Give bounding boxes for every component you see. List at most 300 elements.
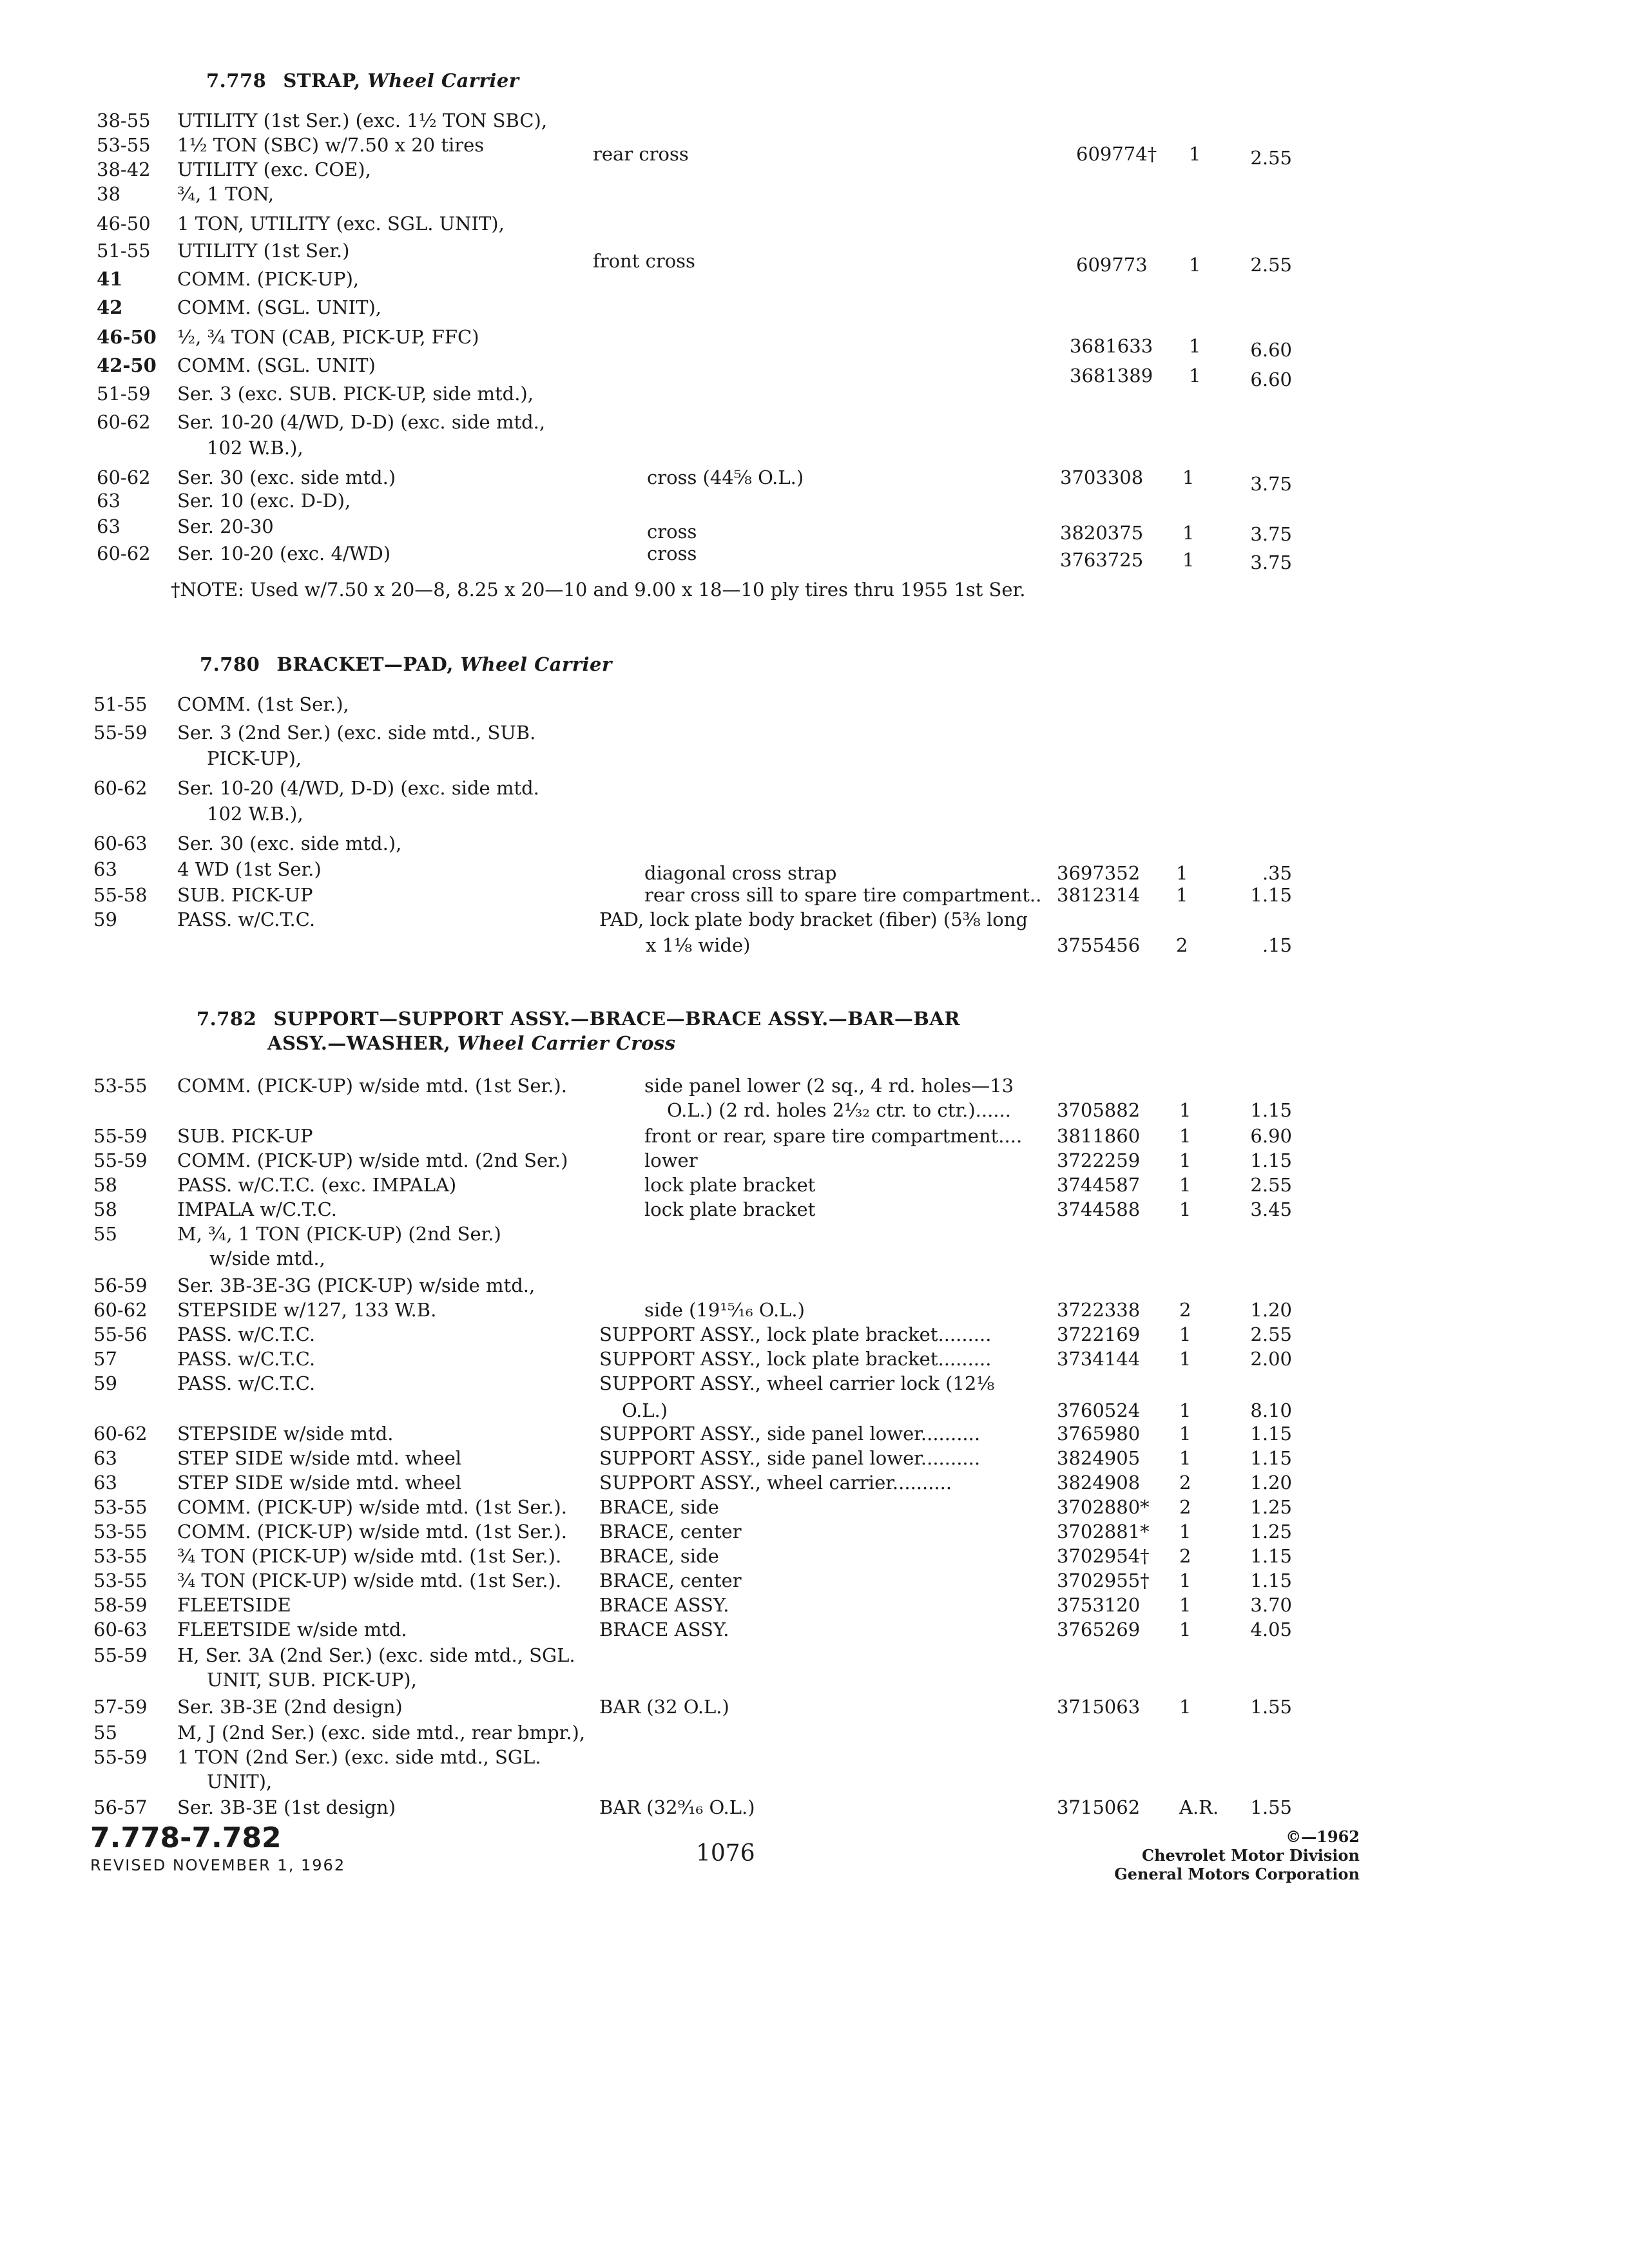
model-cell: w/side mtd.,: [209, 1247, 325, 1269]
price-cell: 2.55: [1250, 147, 1292, 169]
table-row: [0, 1347, 1629, 1372]
table-row: [0, 1720, 1629, 1746]
table-row: [0, 1568, 1629, 1594]
section-subtitle: Wheel Carrier: [367, 70, 519, 91]
table-row: [0, 182, 1629, 207]
table-row: [0, 1421, 1629, 1447]
price-cell: 3.70: [1250, 1594, 1292, 1616]
table-row: [0, 488, 1629, 514]
year-cell: 58-59: [93, 1594, 148, 1616]
model-cell: UNIT),: [207, 1771, 273, 1792]
price-cell: 6.90: [1250, 1125, 1292, 1147]
model-cell: UTILITY (1st Ser.) (exc. 1½ TON SBC),: [177, 110, 548, 131]
year-cell: 38-55: [97, 110, 151, 131]
year-cell: 53-55: [93, 1075, 148, 1097]
section-range: 7.778-7.782: [90, 1821, 282, 1854]
table-row: [0, 157, 1629, 183]
description-cell: cross: [647, 521, 697, 543]
model-cell: COMM. (SGL. UNIT): [177, 354, 376, 376]
model-cell: H, Ser. 3A (2nd Ser.) (exc. side mtd., SGL.: [177, 1644, 575, 1666]
table-row: [0, 267, 1629, 293]
description-cell: BAR (32⁹⁄₁₆ O.L.): [599, 1796, 755, 1818]
quantity-cell: 1: [1189, 365, 1201, 387]
section-name: STRAP,: [283, 70, 361, 91]
table-row: [0, 720, 1629, 746]
table-row: [0, 1246, 1629, 1272]
revision-date: REVISED NOVEMBER 1, 1962: [90, 1856, 346, 1874]
model-cell: 1½ TON (SBC) w/7.50 x 20 tires: [177, 134, 485, 156]
model-cell: COMM. (SGL. UNIT),: [177, 296, 381, 318]
table-row: [0, 1371, 1629, 1397]
model-cell: Ser. 3 (exc. SUB. PICK-UP, side mtd.),: [177, 383, 534, 405]
model-cell: STEPSIDE w/127, 133 W.B.: [177, 1299, 437, 1321]
part-number-cell: 3765980: [1057, 1423, 1141, 1445]
table-row: [0, 831, 1629, 857]
price-cell: 8.10: [1250, 1399, 1292, 1421]
table-row: [0, 410, 1629, 436]
quantity-cell: 2: [1179, 1545, 1191, 1567]
quantity-cell: 1: [1189, 143, 1201, 165]
table-row: [0, 1073, 1629, 1099]
description-cell: SUPPORT ASSY., side panel lower..........: [599, 1423, 981, 1445]
year-cell: 60-62: [97, 543, 151, 564]
model-cell: STEP SIDE w/side mtd. wheel: [177, 1447, 462, 1469]
part-number-cell: 3765269: [1057, 1619, 1141, 1640]
price-cell: 2.55: [1250, 254, 1292, 276]
part-number-cell: 3734144: [1057, 1348, 1141, 1370]
description-cell: BRACE ASSY.: [599, 1594, 729, 1616]
year-cell: 55-58: [93, 884, 148, 906]
model-cell: SUB. PICK-UP: [177, 884, 313, 906]
part-number-cell: 3702881*: [1057, 1521, 1150, 1542]
price-cell: 1.15: [1250, 1423, 1292, 1445]
quantity-cell: 1: [1179, 1348, 1191, 1370]
model-cell: SUB. PICK-UP: [177, 1125, 313, 1147]
quantity-cell: 1: [1179, 1423, 1191, 1445]
part-number-cell: 3703308: [1060, 466, 1144, 488]
year-cell: 46-50: [97, 213, 151, 235]
description-cell: SUPPORT ASSY., lock plate bracket.........: [599, 1323, 992, 1345]
description-cell: SUPPORT ASSY., lock plate bracket.........: [599, 1348, 992, 1370]
quantity-cell: 1: [1179, 1149, 1191, 1171]
year-cell: 59: [93, 1372, 117, 1394]
part-number-cell: 3811860: [1057, 1125, 1141, 1147]
quantity-cell: 1: [1182, 466, 1195, 488]
table-row: [0, 211, 1629, 237]
model-cell: STEPSIDE w/side mtd.: [177, 1423, 394, 1445]
price-cell: .15: [1262, 934, 1292, 956]
part-number-cell: 3820375: [1060, 522, 1144, 544]
table-row: [0, 353, 1629, 390]
model-cell: 102 W.B.),: [207, 437, 304, 459]
year-cell: 55-59: [93, 1125, 148, 1147]
description-cell: lock plate bracket: [644, 1198, 816, 1220]
price-cell: 1.20: [1250, 1472, 1292, 1494]
year-cell: 63: [93, 1472, 117, 1494]
model-cell: IMPALA w/C.T.C.: [177, 1198, 338, 1220]
model-cell: FLEETSIDE: [177, 1594, 291, 1616]
part-number-cell: 3705882: [1057, 1099, 1141, 1121]
table-row: [0, 1197, 1629, 1223]
year-cell: 56-59: [93, 1274, 148, 1296]
price-cell: 1.15: [1250, 1099, 1292, 1121]
section-title-7778: [206, 68, 519, 93]
model-cell: UNIT, SUB. PICK-UP),: [207, 1669, 417, 1691]
model-cell: PASS. w/C.T.C.: [177, 1372, 316, 1394]
table-row: [0, 1298, 1629, 1323]
part-number-cell: 3755456: [1057, 934, 1141, 956]
part-number-cell: 3681633: [1070, 335, 1153, 357]
table-row: [0, 1148, 1629, 1174]
year-cell: 55-59: [93, 1644, 148, 1666]
price-cell: 1.25: [1250, 1521, 1292, 1542]
price-cell: 1.15: [1250, 884, 1292, 906]
description-cell: cross: [647, 543, 697, 564]
quantity-cell: 1: [1179, 1198, 1191, 1220]
description-cell: BRACE ASSY.: [599, 1619, 729, 1640]
table-row: [0, 1769, 1629, 1795]
price-cell: 1.15: [1250, 1149, 1292, 1171]
year-cell: 63: [97, 515, 120, 537]
section-subtitle: Wheel Carrier: [460, 653, 612, 675]
price-cell: 3.75: [1250, 552, 1292, 573]
table-row: [0, 133, 1629, 169]
table-row: [0, 1222, 1629, 1247]
section-name-cont: ASSY.—WASHER,: [267, 1032, 451, 1054]
quantity-cell: 1: [1179, 1174, 1191, 1196]
table-row: [0, 1446, 1629, 1472]
year-cell: 38: [97, 183, 120, 205]
model-cell: ¾ TON (PICK-UP) w/side mtd. (1st Ser.).: [177, 1570, 562, 1591]
model-cell: Ser. 20-30: [177, 515, 274, 537]
part-number-cell: 3744588: [1057, 1198, 1141, 1220]
part-number-cell: 609774†: [1076, 143, 1157, 165]
table-row: [0, 1124, 1629, 1149]
quantity-cell: 2: [1176, 934, 1188, 956]
price-cell: 4.05: [1250, 1619, 1292, 1640]
year-cell: 42-50: [97, 354, 157, 376]
year-cell: 57: [93, 1348, 117, 1370]
year-cell: 58: [93, 1198, 117, 1220]
quantity-cell: 1: [1179, 1099, 1191, 1121]
part-number-cell: 3812314: [1057, 884, 1141, 906]
copyright: ©—1962: [1286, 1827, 1360, 1846]
section-title-7780: [200, 652, 612, 677]
section-number: 7.778: [206, 70, 267, 91]
model-cell: Ser. 10 (exc. D-D),: [177, 490, 351, 512]
quantity-cell: 1: [1179, 1696, 1191, 1718]
table-row: [0, 1398, 1629, 1424]
model-cell: 4 WD (1st Ser.): [177, 858, 322, 880]
year-cell: 41: [97, 268, 123, 290]
division: Chevrolet Motor Division: [1142, 1846, 1360, 1865]
quantity-cell: 1: [1179, 1399, 1191, 1421]
table-row: [0, 381, 1629, 407]
year-cell: 55: [93, 1223, 117, 1245]
model-cell: M, J (2nd Ser.) (exc. side mtd., rear bmpr.),: [177, 1722, 586, 1744]
model-cell: COMM. (PICK-UP) w/side mtd. (1st Ser.).: [177, 1521, 567, 1542]
section-name: SUPPORT—SUPPORT ASSY.—BRACE—BRACE ASSY.—BAR—BAR: [273, 1008, 960, 1030]
part-number-cell: 3744587: [1057, 1174, 1141, 1196]
table-row: [0, 1273, 1629, 1299]
table-row: [0, 1643, 1629, 1669]
table-row: [0, 933, 1629, 959]
table-row: [0, 1495, 1629, 1521]
description-cell: diagonal cross strap: [644, 862, 837, 884]
quantity-cell: 1: [1189, 254, 1201, 276]
table-row: [0, 514, 1629, 545]
description-cell: O.L.) (2 rd. holes 2⅟₃₂ ctr. to ctr.)......: [667, 1099, 1011, 1121]
description-cell: cross (44⅝ O.L.): [647, 466, 804, 488]
description-cell: O.L.): [622, 1399, 668, 1421]
description-cell: BRACE, side: [599, 1545, 719, 1567]
model-cell: COMM. (PICK-UP) w/side mtd. (2nd Ser.): [177, 1149, 568, 1171]
model-cell: M, ¾, 1 TON (PICK-UP) (2nd Ser.): [177, 1223, 501, 1245]
part-number-cell: 3824908: [1057, 1472, 1141, 1494]
table-row: [0, 465, 1629, 495]
description-cell: front or rear, spare tire compartment....: [644, 1125, 1023, 1147]
quantity-cell: 1: [1182, 522, 1195, 544]
part-number-cell: 3763725: [1060, 549, 1144, 571]
description-cell: SUPPORT ASSY., wheel carrier..........: [599, 1472, 952, 1494]
part-number-cell: 609773: [1076, 254, 1148, 276]
model-cell: Ser. 10-20 (exc. 4/WD): [177, 543, 391, 564]
year-cell: 60-62: [93, 1423, 148, 1445]
section-name: BRACKET—PAD,: [276, 653, 454, 675]
model-cell: PASS. w/C.T.C.: [177, 1348, 316, 1370]
year-cell: 53-55: [93, 1496, 148, 1518]
table-row: [0, 746, 1629, 772]
model-cell: Ser. 3B-3E (1st design): [177, 1796, 396, 1818]
table-row: [0, 692, 1629, 718]
part-number-cell: 3715063: [1057, 1696, 1141, 1718]
year-cell: 51-55: [97, 240, 151, 262]
description-cell: BAR (32 O.L.): [599, 1696, 729, 1718]
quantity-cell: 1: [1179, 1323, 1191, 1345]
model-cell: UTILITY (1st Ser.): [177, 240, 350, 262]
description-cell: side (19¹⁵⁄₁₆ O.L.): [644, 1299, 805, 1321]
model-cell: 102 W.B.),: [207, 803, 304, 825]
part-number-cell: 3715062: [1057, 1796, 1141, 1818]
table-row: [0, 1695, 1629, 1720]
table-row: [0, 541, 1629, 573]
year-cell: 53-55: [93, 1570, 148, 1591]
table-row: [0, 238, 1629, 276]
table-row: [0, 1519, 1629, 1545]
price-cell: .35: [1262, 862, 1292, 884]
quantity-cell: 1: [1176, 884, 1188, 906]
quantity-cell: 1: [1179, 1521, 1191, 1542]
part-number-cell: 3681389: [1070, 365, 1153, 387]
price-cell: 2.55: [1250, 1323, 1292, 1345]
model-cell: ¾ TON (PICK-UP) w/side mtd. (1st Ser.).: [177, 1545, 562, 1567]
model-cell: Ser. 3B-3E (2nd design): [177, 1696, 403, 1718]
model-cell: PASS. w/C.T.C.: [177, 908, 316, 930]
table-row: [0, 436, 1629, 461]
part-number-cell: 3760524: [1057, 1399, 1141, 1421]
price-cell: 1.15: [1250, 1545, 1292, 1567]
section-title-7782-line2: [267, 1031, 676, 1055]
quantity-cell: 1: [1179, 1125, 1191, 1147]
year-cell: 63: [97, 490, 120, 512]
table-row: [0, 907, 1629, 933]
year-cell: 53-55: [97, 134, 151, 156]
price-cell: 3.75: [1250, 473, 1292, 495]
description-cell: BRACE, center: [599, 1570, 742, 1591]
description-cell: lock plate bracket: [644, 1174, 816, 1196]
part-number-cell: 3722169: [1057, 1323, 1141, 1345]
table-row: [0, 1322, 1629, 1348]
footer-left: [90, 1822, 345, 1876]
model-cell: Ser. 10-20 (4/WD, D-D) (exc. side mtd.: [177, 777, 539, 799]
page-number: 1076: [696, 1840, 755, 1867]
model-cell: 1 TON, UTILITY (exc. SGL. UNIT),: [177, 213, 505, 235]
description-cell: lower: [644, 1149, 698, 1171]
year-cell: 46-50: [97, 326, 157, 348]
table-row: [0, 295, 1629, 321]
year-cell: 60-63: [93, 1619, 148, 1640]
table-row: [0, 1470, 1629, 1496]
model-cell: COMM. (1st Ser.),: [177, 693, 349, 715]
description-cell: PAD, lock plate body bracket (fiber) (5⅜ long: [599, 908, 1028, 930]
table-row: [0, 1795, 1629, 1821]
year-cell: 60-63: [93, 832, 148, 854]
model-cell: Ser. 3B-3E-3G (PICK-UP) w/side mtd.,: [177, 1274, 535, 1296]
year-cell: 60-62: [97, 411, 151, 433]
year-cell: 60-62: [97, 466, 151, 488]
table-row: [0, 1173, 1629, 1198]
model-cell: COMM. (PICK-UP) w/side mtd. (1st Ser.).: [177, 1075, 567, 1097]
price-cell: 1.15: [1250, 1447, 1292, 1469]
section-subtitle: Wheel Carrier Cross: [457, 1032, 676, 1054]
table-row: [0, 1667, 1629, 1693]
table-row: [0, 857, 1629, 883]
year-cell: 38-42: [97, 159, 151, 180]
model-cell: PASS. w/C.T.C.: [177, 1323, 316, 1345]
year-cell: 55-59: [93, 1149, 148, 1171]
model-cell: COMM. (PICK-UP) w/side mtd. (1st Ser.).: [177, 1496, 567, 1518]
part-number-cell: 3722259: [1057, 1149, 1141, 1171]
quantity-cell: 1: [1179, 1447, 1191, 1469]
section-title-7782: [197, 1006, 960, 1031]
year-cell: 63: [93, 1447, 117, 1469]
part-number-cell: 3702954†: [1057, 1545, 1150, 1567]
footer-right: [1108, 1827, 1360, 1883]
model-cell: Ser. 30 (exc. side mtd.): [177, 466, 396, 488]
table-row: [0, 1593, 1629, 1619]
model-cell: STEP SIDE w/side mtd. wheel: [177, 1472, 462, 1494]
year-cell: 55-56: [93, 1323, 148, 1345]
price-cell: 1.55: [1250, 1796, 1292, 1818]
table-row: [0, 776, 1629, 802]
table-row: [0, 883, 1629, 908]
model-cell: COMM. (PICK-UP),: [177, 268, 360, 290]
model-cell: PICK-UP),: [207, 747, 302, 769]
price-cell: 1.25: [1250, 1496, 1292, 1518]
model-cell: UTILITY (exc. COE),: [177, 159, 371, 180]
quantity-cell: A.R.: [1179, 1796, 1219, 1818]
table-row: [0, 802, 1629, 827]
description-cell: SUPPORT ASSY., side panel lower..........: [599, 1447, 981, 1469]
part-number-cell: 3702880*: [1057, 1496, 1150, 1518]
footnote: †NOTE: Used w/7.50 x 20—8, 8.25 x 20—10 and 9.00 x 18—10 ply tires thru 1955 1st Ser.: [171, 579, 1026, 601]
model-cell: PASS. w/C.T.C. (exc. IMPALA): [177, 1174, 457, 1196]
year-cell: 55: [93, 1722, 117, 1744]
part-number-cell: 3702955†: [1057, 1570, 1150, 1591]
model-cell: ¾, 1 TON,: [177, 183, 275, 205]
year-cell: 55-59: [93, 1746, 148, 1768]
table-row: [0, 1098, 1629, 1124]
price-cell: 3.75: [1250, 523, 1292, 545]
description-cell: SUPPORT ASSY., wheel carrier lock (12⅛: [599, 1372, 995, 1394]
price-cell: 6.60: [1250, 339, 1292, 361]
year-cell: 53-55: [93, 1521, 148, 1542]
quantity-cell: 1: [1179, 1619, 1191, 1640]
quantity-cell: 1: [1182, 549, 1195, 571]
model-cell: Ser. 3 (2nd Ser.) (exc. side mtd., SUB.: [177, 722, 536, 744]
price-cell: 1.20: [1250, 1299, 1292, 1321]
year-cell: 51-55: [93, 693, 148, 715]
quantity-cell: 2: [1179, 1472, 1191, 1494]
description-cell: front cross: [593, 250, 695, 272]
table-row: [0, 108, 1629, 134]
description-cell: BRACE, side: [599, 1496, 719, 1518]
quantity-cell: 1: [1179, 1570, 1191, 1591]
model-cell: Ser. 30 (exc. side mtd.),: [177, 832, 402, 854]
year-cell: 59: [93, 908, 117, 930]
description-cell: side panel lower (2 sq., 4 rd. holes—13: [644, 1075, 1014, 1097]
table-row: [0, 1745, 1629, 1771]
part-number-cell: 3824905: [1057, 1447, 1141, 1469]
year-cell: 63: [93, 858, 117, 880]
quantity-cell: 1: [1189, 335, 1201, 357]
corporation: General Motors Corporation: [1114, 1865, 1360, 1883]
description-cell: rear cross: [593, 143, 689, 165]
part-number-cell: 3722338: [1057, 1299, 1141, 1321]
price-cell: 2.55: [1250, 1174, 1292, 1196]
table-row: [0, 1544, 1629, 1570]
price-cell: 2.00: [1250, 1348, 1292, 1370]
model-cell: Ser. 10-20 (4/WD, D-D) (exc. side mtd.,: [177, 411, 546, 433]
year-cell: 60-62: [93, 777, 148, 799]
year-cell: 58: [93, 1174, 117, 1196]
price-cell: 6.60: [1250, 369, 1292, 390]
year-cell: 42: [97, 296, 123, 318]
table-row: [0, 1617, 1629, 1643]
quantity-cell: 2: [1179, 1299, 1191, 1321]
quantity-cell: 1: [1179, 1594, 1191, 1616]
year-cell: 51-59: [97, 383, 151, 405]
model-cell: ½, ¾ TON (CAB, PICK-UP, FFC): [177, 326, 479, 348]
price-cell: 3.45: [1250, 1198, 1292, 1220]
price-cell: 1.55: [1250, 1696, 1292, 1718]
description-cell: rear cross sill to spare tire compartment..: [644, 884, 1042, 906]
model-cell: 1 TON (2nd Ser.) (exc. side mtd., SGL.: [177, 1746, 541, 1768]
quantity-cell: 2: [1179, 1496, 1191, 1518]
description-cell: x 1⅛ wide): [646, 934, 751, 956]
part-number-cell: 3753120: [1057, 1594, 1141, 1616]
price-cell: 1.15: [1250, 1570, 1292, 1591]
quantity-cell: 1: [1176, 862, 1188, 884]
year-cell: 53-55: [93, 1545, 148, 1567]
year-cell: 60-62: [93, 1299, 148, 1321]
section-number: 7.782: [197, 1008, 257, 1030]
description-cell: BRACE, center: [599, 1521, 742, 1542]
year-cell: 57-59: [93, 1696, 148, 1718]
model-cell: FLEETSIDE w/side mtd.: [177, 1619, 407, 1640]
year-cell: 55-59: [93, 722, 148, 744]
section-number: 7.780: [200, 653, 260, 675]
